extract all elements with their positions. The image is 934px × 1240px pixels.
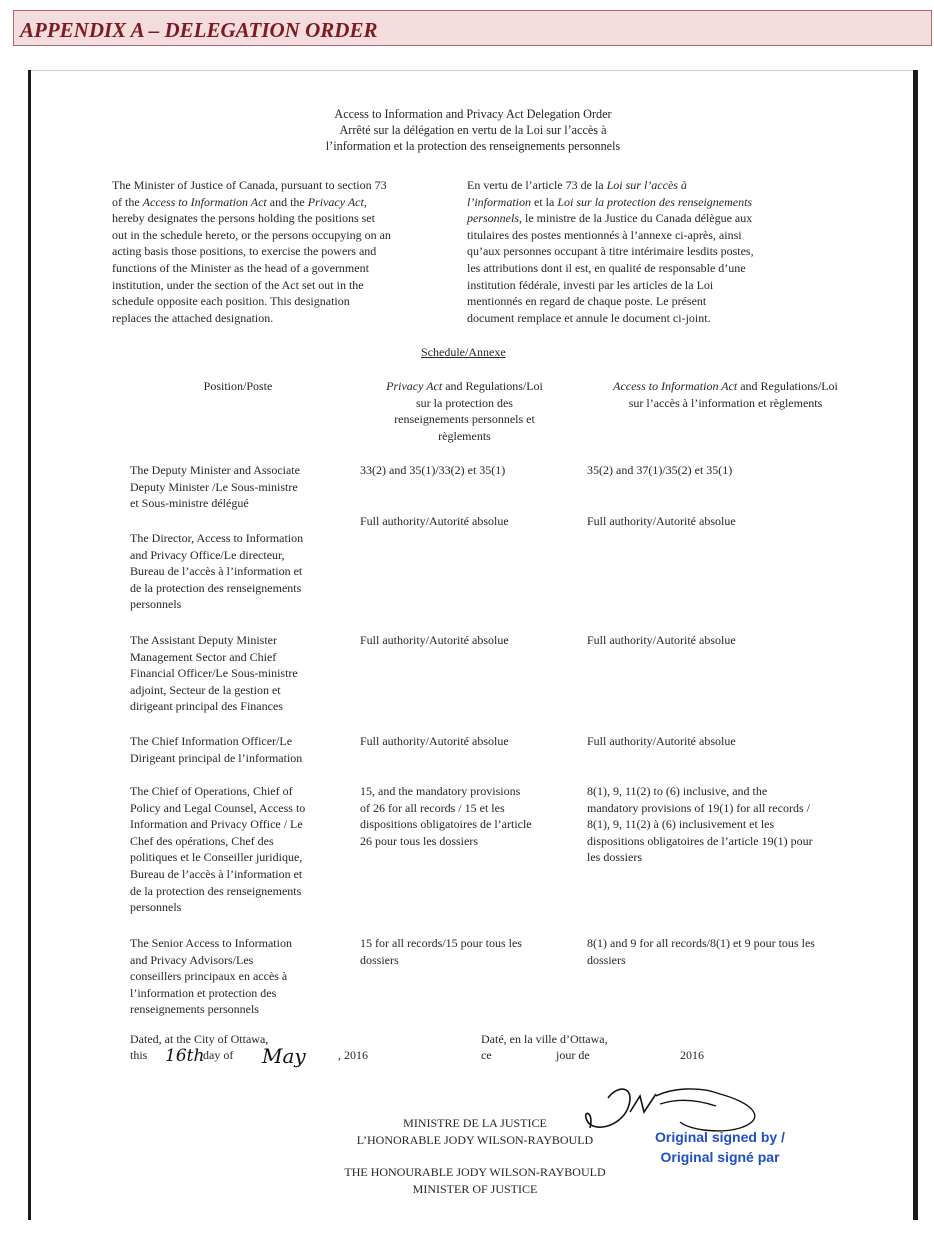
cell-line: The Chief of Operations, Chief of — [130, 784, 293, 798]
cell-line: 8(1) and 9 for all records/8(1) et 9 pour tous les — [587, 936, 815, 950]
cell-line: of 26 for all records / 15 et les — [360, 800, 505, 815]
cell-line: The Deputy Minister and Associate — [130, 463, 300, 477]
intro-french — [467, 177, 827, 326]
cell-line: 35(2) and 37(1)/35(2) et 35(1) — [587, 463, 733, 477]
dated-fr-line2-year: 2016 — [680, 1048, 704, 1062]
order-title-fr-line1: Arrêté sur la délégation en vertu de la Loi sur l’accès à — [339, 122, 607, 137]
cell-line: dispositions obligatoires de l’article 19(1) pour — [587, 833, 813, 848]
column-header-access — [578, 378, 873, 411]
cell-line: Full authority/Autorité absolue — [587, 633, 736, 647]
cell-line: dossiers — [360, 952, 399, 967]
dated-en-line1: Dated, at the City of Ottawa, — [130, 1032, 269, 1046]
schedule-row-privacy — [360, 733, 575, 750]
cell-line: de la protection des renseignements — [130, 883, 302, 898]
cell-line: l’information et protection des — [130, 985, 277, 1000]
schedule-row-privacy — [360, 935, 575, 968]
cell-line: renseignements personnels — [130, 1002, 259, 1017]
intro-fr-line: titulaires des postes mentionnés à l’annexe ci-après, ainsi — [467, 227, 742, 242]
appendix-banner — [13, 10, 932, 46]
order-title-fr-line2: l’information et la protection des renseignements personnels — [325, 138, 621, 153]
intro-fr-line: les attributions dont il est, en qualité de responsable d’une — [467, 260, 746, 275]
cell-line: Policy and Legal Counsel, Access to — [130, 800, 306, 815]
cell-line: mandatory provisions of 19(1) for all records / — [587, 800, 810, 815]
cell-line: adjoint, Secteur de la gestion et — [130, 682, 281, 697]
cell-line: Dirigeant principal de l’information — [130, 750, 303, 765]
loi-title-access: Loi sur l’accès à — [606, 178, 687, 192]
cell-line: politiques et le Conseiller juridique, — [130, 850, 303, 865]
loi-title-access-cont: l’information — [467, 194, 532, 209]
intro-fr-line: institution fédérale, investi par les articles de la Loi — [467, 277, 714, 292]
act-title-privacy: Privacy Act — [307, 194, 364, 209]
intro-en-line: institution, under the section of the Act set out in the — [112, 277, 364, 292]
column-header-privacy-line: sur la protection des — [416, 395, 513, 410]
intro-en-line: schedule opposite each position. This designation — [112, 294, 350, 309]
cell-line: Information and Privacy Office / Le — [130, 817, 303, 832]
schedule-row-privacy — [360, 462, 575, 479]
schedule-row-position — [130, 530, 355, 613]
schedule-row-access — [587, 733, 877, 750]
intro-fr-line: personnels, le ministre de la Justice du Canada délègue aux — [467, 211, 753, 226]
schedule-heading: Schedule/Annexe — [421, 345, 506, 359]
schedule-row-position — [130, 462, 355, 512]
column-header-privacy-line: règlements — [438, 428, 491, 443]
intro-en-line: functions of the Minister as the head of a government — [112, 260, 369, 275]
column-header-privacy — [357, 378, 572, 444]
order-title-en: Access to Information and Privacy Act Delegation Order — [334, 107, 612, 121]
schedule-row-access — [587, 462, 877, 479]
schedule-row-position — [130, 935, 355, 1018]
cell-line: The Assistant Deputy Minister — [130, 633, 277, 647]
scan-edge-left — [28, 70, 31, 1220]
cell-line: Management Sector and Chief — [130, 649, 277, 664]
column-header-privacy-line: Privacy Act and Regulations/Loi — [386, 379, 543, 393]
column-header-position: Position/Poste — [203, 379, 273, 393]
cell-line: 33(2) and 35(1)/33(2) et 35(1) — [360, 463, 506, 477]
handwritten-month: May — [262, 1044, 306, 1068]
sign-fr-title: MINISTRE DE LA JUSTICE — [403, 1116, 547, 1130]
sign-fr-name: L’HONORABLE JODY WILSON-RAYBOULD — [356, 1132, 594, 1147]
cell-line: Full authority/Autorité absolue — [360, 734, 509, 748]
intro-fr-line: mentionnés en regard de chaque poste. Le présent — [467, 294, 707, 309]
scan-edge-top — [31, 70, 913, 71]
cell-line: 15, and the mandatory provisions — [360, 784, 521, 798]
appendix-title: APPENDIX A – DELEGATION ORDER — [20, 18, 378, 42]
stamp-line-en: Original signed by / — [655, 1129, 785, 1145]
signature-block-en — [300, 1164, 650, 1197]
dated-fr-line2-prefix: ce — [481, 1048, 492, 1062]
schedule-row-access — [587, 783, 877, 866]
intro-english — [112, 177, 462, 326]
cell-line: dispositions obligatoires de l’article — [360, 817, 532, 832]
privacy-act-label: Privacy Act — [386, 379, 443, 393]
cell-line: Bureau de l’accès à l’information et — [130, 564, 303, 579]
schedule-row-access — [587, 513, 877, 530]
dated-fr-line2-jourde: jour de — [556, 1048, 590, 1062]
schedule-row-position — [130, 733, 355, 766]
cell-line: personnels — [130, 597, 182, 612]
intro-en-line: replaces the attached designation. — [112, 310, 274, 325]
cell-line: 15 for all records/15 pour tous les — [360, 936, 522, 950]
loi-title-privacy: Loi sur la protection des renseignements — [557, 194, 753, 209]
sign-en-name: THE HONOURABLE JODY WILSON-RAYBOULD — [344, 1165, 606, 1179]
cell-line: Full authority/Autorité absolue — [587, 734, 736, 748]
cell-line: The Senior Access to Information — [130, 936, 292, 950]
intro-fr-line: qu’aux personnes occupant à titre intérimaire lesdits postes, — [467, 244, 754, 259]
cell-line: The Director, Access to Information — [130, 531, 304, 545]
cell-line: Deputy Minister /Le Sous-ministre — [130, 479, 298, 494]
original-signed-stamp — [640, 1127, 800, 1167]
schedule-row-position — [130, 783, 355, 916]
loi-title-privacy-cont: personnels — [467, 211, 519, 226]
dated-en-line2-dayof: day of — [203, 1048, 234, 1062]
cell-line: Chef des opérations, Chef des — [130, 833, 274, 848]
cell-line: 8(1), 9, 11(2) to (6) inclusive, and the — [587, 784, 768, 798]
cell-line: and Privacy Office/Le directeur, — [130, 547, 285, 562]
intro-fr-line: l’information et la Loi sur la protection des renseignements — [467, 194, 753, 209]
intro-fr-line: document remplace et annule le document ci-joint. — [467, 310, 711, 325]
scan-edge-right — [913, 70, 918, 1220]
schedule-row-access — [587, 935, 877, 968]
cell-line: et Sous-ministre délégué — [130, 496, 249, 511]
cell-line: Bureau de l’accès à l’information et — [130, 866, 303, 881]
cell-line: dossiers — [587, 952, 626, 967]
schedule-row-privacy — [360, 513, 575, 530]
cell-line: 26 pour tous les dossiers — [360, 833, 478, 848]
cell-line: dirigeant principal des Finances — [130, 699, 283, 714]
handwritten-day: 16th — [165, 1046, 205, 1066]
stamp-line-fr: Original signé par — [660, 1149, 780, 1165]
cell-line: les dossiers — [587, 850, 642, 865]
intro-fr-line: En vertu de l’article 73 de la Loi sur l’accès à — [467, 178, 687, 192]
cell-line: personnels — [130, 900, 182, 915]
column-header-privacy-line: renseignements personnels et — [394, 412, 535, 427]
dated-fr-line1: Daté, en la ville d’Ottawa, — [481, 1032, 608, 1046]
cell-line: de la protection des renseignements — [130, 580, 302, 595]
cell-line: Full authority/Autorité absolue — [360, 633, 509, 647]
intro-en-line: of the Access to Information Act and the Privacy Act, — [112, 194, 367, 209]
order-title — [200, 107, 746, 154]
cell-line: 8(1), 9, 11(2) à (6) inclusivement et les — [587, 817, 775, 832]
intro-en-line: hereby designates the persons holding the positions set — [112, 211, 375, 226]
cell-line: The Chief Information Officer/Le — [130, 734, 293, 748]
cell-line: conseillers principaux en accès à — [130, 969, 288, 984]
cell-line: and Privacy Advisors/Les — [130, 952, 254, 967]
sign-en-title: MINISTER OF JUSTICE — [412, 1181, 538, 1196]
intro-en-line: out in the schedule hereto, or the persons occupying on an — [112, 227, 391, 242]
column-header-access-line: sur l’accès à l’information et règlements — [628, 395, 823, 410]
schedule-row-privacy — [360, 783, 575, 849]
schedule-row-privacy — [360, 632, 575, 649]
schedule-row-access — [587, 632, 877, 649]
cell-line: Full authority/Autorité absolue — [587, 514, 736, 528]
access-act-label: Access to Information Act — [613, 379, 738, 393]
dated-en-line2-year: , 2016 — [338, 1048, 368, 1062]
signature-block-fr — [330, 1115, 620, 1148]
cell-line: Financial Officer/Le Sous-ministre — [130, 666, 298, 681]
intro-en-line: The Minister of Justice of Canada, pursuant to section 73 — [112, 178, 387, 192]
cell-line: Full authority/Autorité absolue — [360, 514, 509, 528]
schedule-row-position — [130, 632, 355, 715]
intro-en-line: acting basis those positions, to exercise the powers and — [112, 244, 377, 259]
act-title-access: Access to Information Act — [142, 194, 267, 209]
column-header-access-line: Access to Information Act and Regulations/Loi — [613, 379, 838, 393]
dated-en-line2-prefix: this — [130, 1048, 148, 1062]
